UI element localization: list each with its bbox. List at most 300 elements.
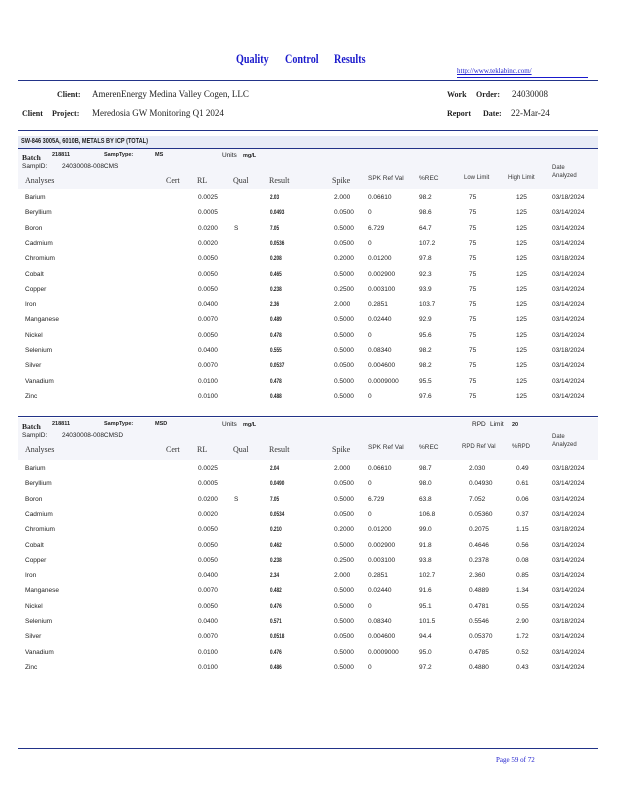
cell-limit-or-rpd-ref: 75 (469, 285, 477, 293)
client-label-2: Client (22, 109, 43, 118)
cell-limit-or-rpd-ref: 75 (469, 377, 477, 385)
col-date-analyzed: Date Analyzed (552, 165, 577, 179)
cell-rec: 97.2 (419, 663, 432, 671)
cell-analyte: Barium (25, 465, 46, 472)
cell-analyte: Barium (25, 194, 46, 201)
cell-limit-or-rpd: 125 (516, 331, 527, 339)
cell-date: 03/14/2024 (552, 301, 585, 309)
sampid-value: 24030008-008CMS (62, 163, 119, 170)
cell-analyte: Boron (25, 495, 43, 503)
cell-result: 7.05 (270, 495, 280, 503)
cell-limit-or-rpd-ref: 0.2075 (469, 526, 489, 534)
col-high-limit: High Limit (508, 175, 535, 181)
cell-rec: 98.6 (419, 209, 432, 217)
cell-limit-or-rpd-ref: 75 (469, 224, 477, 232)
cell-date: 03/14/2024 (552, 495, 585, 503)
cell-spike: 0.2500 (334, 556, 354, 564)
cell-ref-val: 0 (368, 392, 372, 400)
cell-ref-val: 0 (368, 331, 372, 339)
cell-result: 0.486 (270, 663, 282, 671)
cell-ref-val: 0.0009000 (368, 377, 399, 385)
table-row (18, 584, 598, 599)
header-divider (18, 130, 598, 131)
cell-result: 0.571 (270, 618, 282, 625)
table-row (18, 462, 598, 477)
cell-result: 2.34 (270, 572, 280, 580)
cell-analyte: Silver (25, 633, 42, 641)
table-row (18, 661, 598, 676)
col-spk-ref-val: SPK Ref Val (368, 444, 404, 451)
cell-limit-or-rpd: 125 (516, 362, 527, 370)
cell-ref-val: 0 (368, 602, 372, 610)
cell-result: 0.489 (270, 316, 282, 324)
cell-spike: 0.5000 (334, 270, 354, 278)
cell-spike: 0.5000 (334, 331, 354, 339)
cell-analyte: Selenium (25, 347, 53, 354)
cell-rec: 98.2 (419, 362, 432, 370)
cell-limit-or-rpd-ref: 0.4880 (469, 663, 489, 671)
table-row (18, 359, 598, 374)
table-row (18, 206, 598, 221)
table-row (18, 298, 598, 313)
cell-analyte: Manganese (25, 587, 59, 595)
cell-spike: 2.000 (334, 301, 351, 309)
cell-limit-or-rpd-ref: 0.04930 (469, 480, 493, 488)
cell-limit-or-rpd-ref: 2.360 (469, 572, 486, 580)
table-row (18, 493, 598, 508)
col-cert: Cert (166, 445, 180, 454)
table-row (18, 268, 598, 283)
cell-rec: 64.7 (419, 224, 432, 232)
cell-ref-val: 0.02440 (368, 587, 392, 595)
col-result: Result (269, 176, 290, 185)
cell-date: 03/18/2024 (552, 194, 585, 201)
cell-ref-val: 0 (368, 209, 372, 217)
cell-rec: 91.6 (419, 587, 432, 595)
cell-rl: 0.0400 (198, 347, 218, 354)
cell-ref-val: 0.002900 (368, 270, 396, 278)
cell-spike: 2.000 (334, 572, 351, 580)
col-spike: Spike (332, 445, 351, 454)
cell-result: 0.0536 (270, 239, 285, 247)
cell-rec: 102.7 (419, 572, 436, 580)
cell-rl: 0.0050 (198, 255, 218, 263)
cell-result: 0.0518 (270, 633, 285, 641)
cell-result: 0.238 (270, 285, 282, 293)
table-row (18, 252, 598, 267)
work-order-value: 24030008 (512, 89, 548, 99)
cell-limit-or-rpd: 0.56 (516, 541, 529, 549)
cell-ref-val: 0.2851 (368, 301, 388, 309)
samptype-value: MS (155, 152, 164, 158)
samptype-label: SampType: (104, 421, 134, 427)
col-rl: RL (197, 176, 208, 185)
cell-qual: S (234, 495, 239, 503)
cell-spike: 0.2000 (334, 526, 354, 534)
table-row (18, 329, 598, 344)
sampid-label: SampID: (22, 432, 48, 439)
report-label: Report (447, 109, 471, 118)
cell-limit-or-rpd: 0.37 (516, 510, 529, 518)
cell-result: 0.478 (270, 377, 282, 385)
units-label: Units (222, 152, 237, 159)
cell-rec: 94.4 (419, 633, 432, 641)
cell-spike: 0.2000 (334, 255, 354, 263)
cell-date: 03/14/2024 (552, 270, 585, 278)
url-underline (457, 77, 588, 78)
cell-rl: 0.0050 (198, 541, 218, 549)
cell-limit-or-rpd: 0.08 (516, 556, 529, 564)
cell-ref-val: 0.004600 (368, 362, 396, 370)
cell-result: 0.462 (270, 541, 282, 549)
batch-value: 218811 (52, 152, 71, 158)
units-value: mg/L (243, 422, 257, 428)
cell-rec: 95.0 (419, 648, 432, 656)
cell-date: 03/14/2024 (552, 392, 585, 400)
page-number: Page 59 of 72 (496, 756, 535, 764)
rpd-label: RPD (472, 421, 486, 428)
cell-rec: 106.8 (419, 510, 436, 518)
cell-result: 0.555 (270, 347, 282, 354)
cell-spike: 0.0500 (334, 480, 354, 488)
cell-date: 03/14/2024 (552, 556, 585, 564)
cell-date: 03/14/2024 (552, 541, 585, 549)
cell-spike: 2.000 (334, 465, 351, 472)
cell-date: 03/18/2024 (552, 526, 585, 534)
cell-analyte: Selenium (25, 618, 53, 625)
cell-result: 0.488 (270, 392, 282, 400)
cell-ref-val: 0.003100 (368, 285, 396, 293)
cell-limit-or-rpd: 125 (516, 255, 527, 263)
cell-rl: 0.0025 (198, 465, 218, 472)
cell-limit-or-rpd-ref: 0.5546 (469, 618, 489, 625)
cell-rl: 0.0100 (198, 392, 218, 400)
cell-rl: 0.0050 (198, 285, 218, 293)
cell-result: 2.03 (270, 194, 280, 201)
cell-limit-or-rpd-ref: 75 (469, 392, 477, 400)
table-row (18, 646, 598, 661)
cell-rl: 0.0200 (198, 495, 218, 503)
cell-ref-val: 0.06610 (368, 465, 392, 472)
cell-date: 03/18/2024 (552, 618, 585, 625)
cell-date: 03/14/2024 (552, 602, 585, 610)
table-row (18, 630, 598, 645)
title-word-quality: Quality (236, 51, 269, 66)
cell-rec: 95.1 (419, 602, 432, 610)
cell-spike: 0.5000 (334, 347, 354, 354)
col-analyses: Analyses (25, 445, 55, 454)
table-row (18, 375, 598, 390)
cell-limit-or-rpd: 125 (516, 224, 527, 232)
cell-analyte: Vanadium (25, 648, 54, 656)
cell-rec: 101.5 (419, 618, 436, 625)
batch-label: Batch (22, 153, 41, 162)
cell-rl: 0.0005 (198, 209, 218, 217)
cell-rl: 0.0200 (198, 224, 218, 232)
cell-limit-or-rpd: 125 (516, 377, 527, 385)
cell-limit-or-rpd: 1.15 (516, 526, 529, 534)
cell-date: 03/14/2024 (552, 285, 585, 293)
table-row (18, 615, 598, 630)
samptype-value: MSD (155, 421, 168, 427)
cell-ref-val: 0.08340 (368, 347, 392, 354)
cell-analyte: Chromium (25, 255, 55, 263)
cell-rl: 0.0400 (198, 572, 218, 580)
cell-spike: 0.0500 (334, 239, 354, 247)
client-label: Client: (57, 90, 81, 99)
method-title: SW-846 3005A, 6010B, METALS BY ICP (TOTAL) (21, 138, 148, 145)
work-label: Work (447, 90, 467, 99)
cell-ref-val: 0.003100 (368, 556, 396, 564)
col-qual: Qual (233, 445, 249, 454)
table-row (18, 523, 598, 538)
cell-rl: 0.0050 (198, 556, 218, 564)
table-row (18, 600, 598, 615)
cell-analyte: Cobalt (25, 270, 44, 278)
cell-limit-or-rpd-ref: 75 (469, 316, 477, 324)
cell-date: 03/14/2024 (552, 648, 585, 656)
units-value: mg/L (243, 153, 257, 159)
cell-spike: 0.5000 (334, 495, 354, 503)
cell-analyte: Cobalt (25, 541, 44, 549)
cell-spike: 0.5000 (334, 587, 354, 595)
cell-rec: 91.8 (419, 541, 432, 549)
table-row (18, 222, 598, 237)
cell-spike: 0.5000 (334, 392, 354, 400)
cell-result: 0.0534 (270, 510, 285, 518)
cell-analyte: Beryllium (25, 209, 52, 217)
samptype-label: SampType: (104, 152, 134, 158)
cell-limit-or-rpd: 125 (516, 285, 527, 293)
cell-analyte: Iron (25, 301, 37, 309)
cell-ref-val: 6.729 (368, 495, 385, 503)
cell-rec: 97.6 (419, 392, 432, 400)
cell-rec: 98.2 (419, 347, 432, 354)
cell-limit-or-rpd: 0.49 (516, 465, 529, 472)
cell-rec: 98.2 (419, 194, 432, 201)
table-row (18, 344, 598, 359)
cell-rl: 0.0020 (198, 510, 218, 518)
cell-limit-or-rpd: 1.34 (516, 587, 529, 595)
cell-date: 03/14/2024 (552, 572, 585, 580)
cell-limit-or-rpd-ref: 0.4646 (469, 541, 489, 549)
cell-ref-val: 6.729 (368, 224, 385, 232)
cell-analyte: Silver (25, 362, 42, 370)
cell-limit-or-rpd: 0.52 (516, 648, 529, 656)
cell-limit-or-rpd: 0.55 (516, 602, 529, 610)
cell-result: 0.476 (270, 602, 282, 610)
project-value: Meredosia GW Monitoring Q1 2024 (92, 108, 224, 118)
batch-label: Batch (22, 422, 41, 431)
col-cert: Cert (166, 176, 180, 185)
cell-spike: 0.5000 (334, 377, 354, 385)
col-low-limit: Low Limit (464, 175, 490, 181)
cell-spike: 0.2500 (334, 285, 354, 293)
cell-date: 03/14/2024 (552, 633, 585, 641)
cell-limit-or-rpd-ref: 0.05370 (469, 633, 493, 641)
cell-rl: 0.0070 (198, 362, 218, 370)
cell-rec: 95.6 (419, 331, 432, 339)
cell-date: 03/14/2024 (552, 587, 585, 595)
cell-rec: 63.8 (419, 495, 432, 503)
report-date-value: 22-Mar-24 (511, 108, 550, 118)
batch-value: 218811 (52, 421, 71, 427)
project-label: Project: (52, 109, 80, 118)
cell-limit-or-rpd-ref: 75 (469, 194, 477, 201)
cell-rec: 98.0 (419, 480, 432, 488)
col-rl: RL (197, 445, 208, 454)
cell-ref-val: 0 (368, 239, 372, 247)
bottom-divider (18, 748, 598, 749)
cell-rl: 0.0050 (198, 526, 218, 534)
cell-analyte: Iron (25, 572, 37, 580)
cell-limit-or-rpd-ref: 0.2378 (469, 556, 489, 564)
lab-website-link[interactable]: http://www.teklabinc.com/ (457, 67, 532, 75)
col-spike: Spike (332, 176, 351, 185)
cell-rec: 92.9 (419, 316, 432, 324)
cell-limit-or-rpd: 125 (516, 392, 527, 400)
cell-limit-or-rpd-ref: 7.052 (469, 495, 486, 503)
col-qual: Qual (233, 176, 249, 185)
cell-ref-val: 0 (368, 510, 372, 518)
cell-ref-val: 0.01200 (368, 526, 392, 534)
cell-result: 0.465 (270, 270, 282, 278)
cell-rl: 0.0070 (198, 587, 218, 595)
client-value: AmerenEnergy Medina Valley Cogen, LLC (92, 89, 249, 99)
cell-ref-val: 0.002900 (368, 541, 396, 549)
cell-result: 0.238 (270, 556, 282, 564)
cell-limit-or-rpd: 125 (516, 316, 527, 324)
cell-spike: 0.0500 (334, 633, 354, 641)
table-row (18, 313, 598, 328)
cell-date: 03/14/2024 (552, 362, 585, 370)
cell-limit-or-rpd-ref: 75 (469, 331, 477, 339)
cell-date: 03/18/2024 (552, 347, 585, 354)
cell-limit-or-rpd: 0.06 (516, 495, 529, 503)
cell-ref-val: 0.2851 (368, 572, 388, 580)
cell-rl: 0.0070 (198, 316, 218, 324)
cell-date: 03/14/2024 (552, 663, 585, 671)
cell-limit-or-rpd: 0.85 (516, 572, 529, 580)
cell-result: 0.0490 (270, 480, 285, 488)
cell-rec: 107.2 (419, 239, 436, 247)
cell-limit-or-rpd-ref: 75 (469, 255, 477, 263)
cell-date: 03/14/2024 (552, 316, 585, 324)
col-result: Result (269, 445, 290, 454)
cell-limit-or-rpd: 125 (516, 270, 527, 278)
table-row (18, 477, 598, 492)
cell-rl: 0.0100 (198, 377, 218, 385)
cell-result: 0.208 (270, 255, 282, 263)
cell-limit-or-rpd-ref: 75 (469, 270, 477, 278)
cell-rec: 99.0 (419, 526, 432, 534)
cell-analyte: Copper (25, 285, 47, 293)
cell-result: 0.0493 (270, 209, 285, 217)
cell-date: 03/14/2024 (552, 510, 585, 518)
cell-date: 03/18/2024 (552, 465, 585, 472)
cell-limit-or-rpd-ref: 75 (469, 347, 477, 354)
table-row (18, 283, 598, 298)
order-label: Order: (476, 90, 500, 99)
limit-value: 20 (512, 422, 519, 428)
cell-spike: 0.5000 (334, 602, 354, 610)
cell-ref-val: 0 (368, 663, 372, 671)
cell-limit-or-rpd: 0.61 (516, 480, 529, 488)
cell-limit-or-rpd-ref: 75 (469, 239, 477, 247)
cell-result: 2.36 (270, 301, 280, 309)
title-word-results: Results (334, 51, 366, 66)
cell-spike: 0.5000 (334, 663, 354, 671)
cell-rl: 0.0025 (198, 194, 218, 201)
cell-analyte: Boron (25, 224, 43, 232)
cell-analyte: Nickel (25, 331, 43, 339)
cell-rec: 92.3 (419, 270, 432, 278)
cell-rl: 0.0100 (198, 648, 218, 656)
cell-analyte: Copper (25, 556, 47, 564)
cell-limit-or-rpd-ref: 75 (469, 301, 477, 309)
cell-rec: 93.9 (419, 285, 432, 293)
cell-limit-or-rpd-ref: 0.4781 (469, 602, 489, 610)
cell-limit-or-rpd-ref: 2.030 (469, 465, 486, 472)
col-spk-ref-val: SPK Ref Val (368, 175, 404, 182)
cell-limit-or-rpd: 125 (516, 239, 527, 247)
cell-analyte: Chromium (25, 526, 55, 534)
cell-rec: 93.8 (419, 556, 432, 564)
cell-limit-or-rpd: 125 (516, 347, 527, 354)
cell-rl: 0.0100 (198, 663, 218, 671)
cell-limit-or-rpd-ref: 0.4889 (469, 587, 489, 595)
cell-rl: 0.0050 (198, 270, 218, 278)
cell-result: 0.482 (270, 587, 282, 595)
limit-label: Limit (490, 421, 504, 428)
cell-rl: 0.0070 (198, 633, 218, 641)
col-rpd: %RPD (512, 444, 531, 450)
section-divider (18, 416, 598, 417)
cell-ref-val: 0.01200 (368, 255, 392, 263)
cell-limit-or-rpd: 125 (516, 194, 527, 201)
cell-analyte: Zinc (25, 392, 38, 400)
cell-ref-val: 0.06610 (368, 194, 392, 201)
cell-ref-val: 0.02440 (368, 316, 392, 324)
cell-ref-val: 0 (368, 480, 372, 488)
cell-analyte: Zinc (25, 663, 38, 671)
cell-rec: 98.7 (419, 465, 432, 472)
col-rec: %REC (419, 175, 439, 182)
cell-limit-or-rpd: 0.43 (516, 663, 529, 671)
table-row (18, 539, 598, 554)
cell-rec: 95.5 (419, 377, 432, 385)
cell-date: 03/14/2024 (552, 377, 585, 385)
cell-spike: 0.0500 (334, 510, 354, 518)
col-rpd-ref-val: RPD Ref Val (462, 444, 496, 450)
cell-rl: 0.0005 (198, 480, 218, 488)
cell-analyte: Beryllium (25, 480, 52, 488)
cell-qual: S (234, 224, 239, 232)
cell-ref-val: 0.004600 (368, 633, 396, 641)
cell-date: 03/18/2024 (552, 255, 585, 263)
date-label: Date: (483, 109, 502, 118)
cell-rl: 0.0050 (198, 602, 218, 610)
cell-limit-or-rpd-ref: 75 (469, 209, 477, 217)
top-divider (18, 80, 598, 81)
cell-result: 0.210 (270, 526, 282, 534)
cell-spike: 0.5000 (334, 541, 354, 549)
cell-analyte: Nickel (25, 602, 43, 610)
cell-limit-or-rpd: 125 (516, 209, 527, 217)
cell-spike: 0.0500 (334, 209, 354, 217)
cell-rl: 0.0400 (198, 618, 218, 625)
cell-result: 0.0537 (270, 362, 285, 370)
